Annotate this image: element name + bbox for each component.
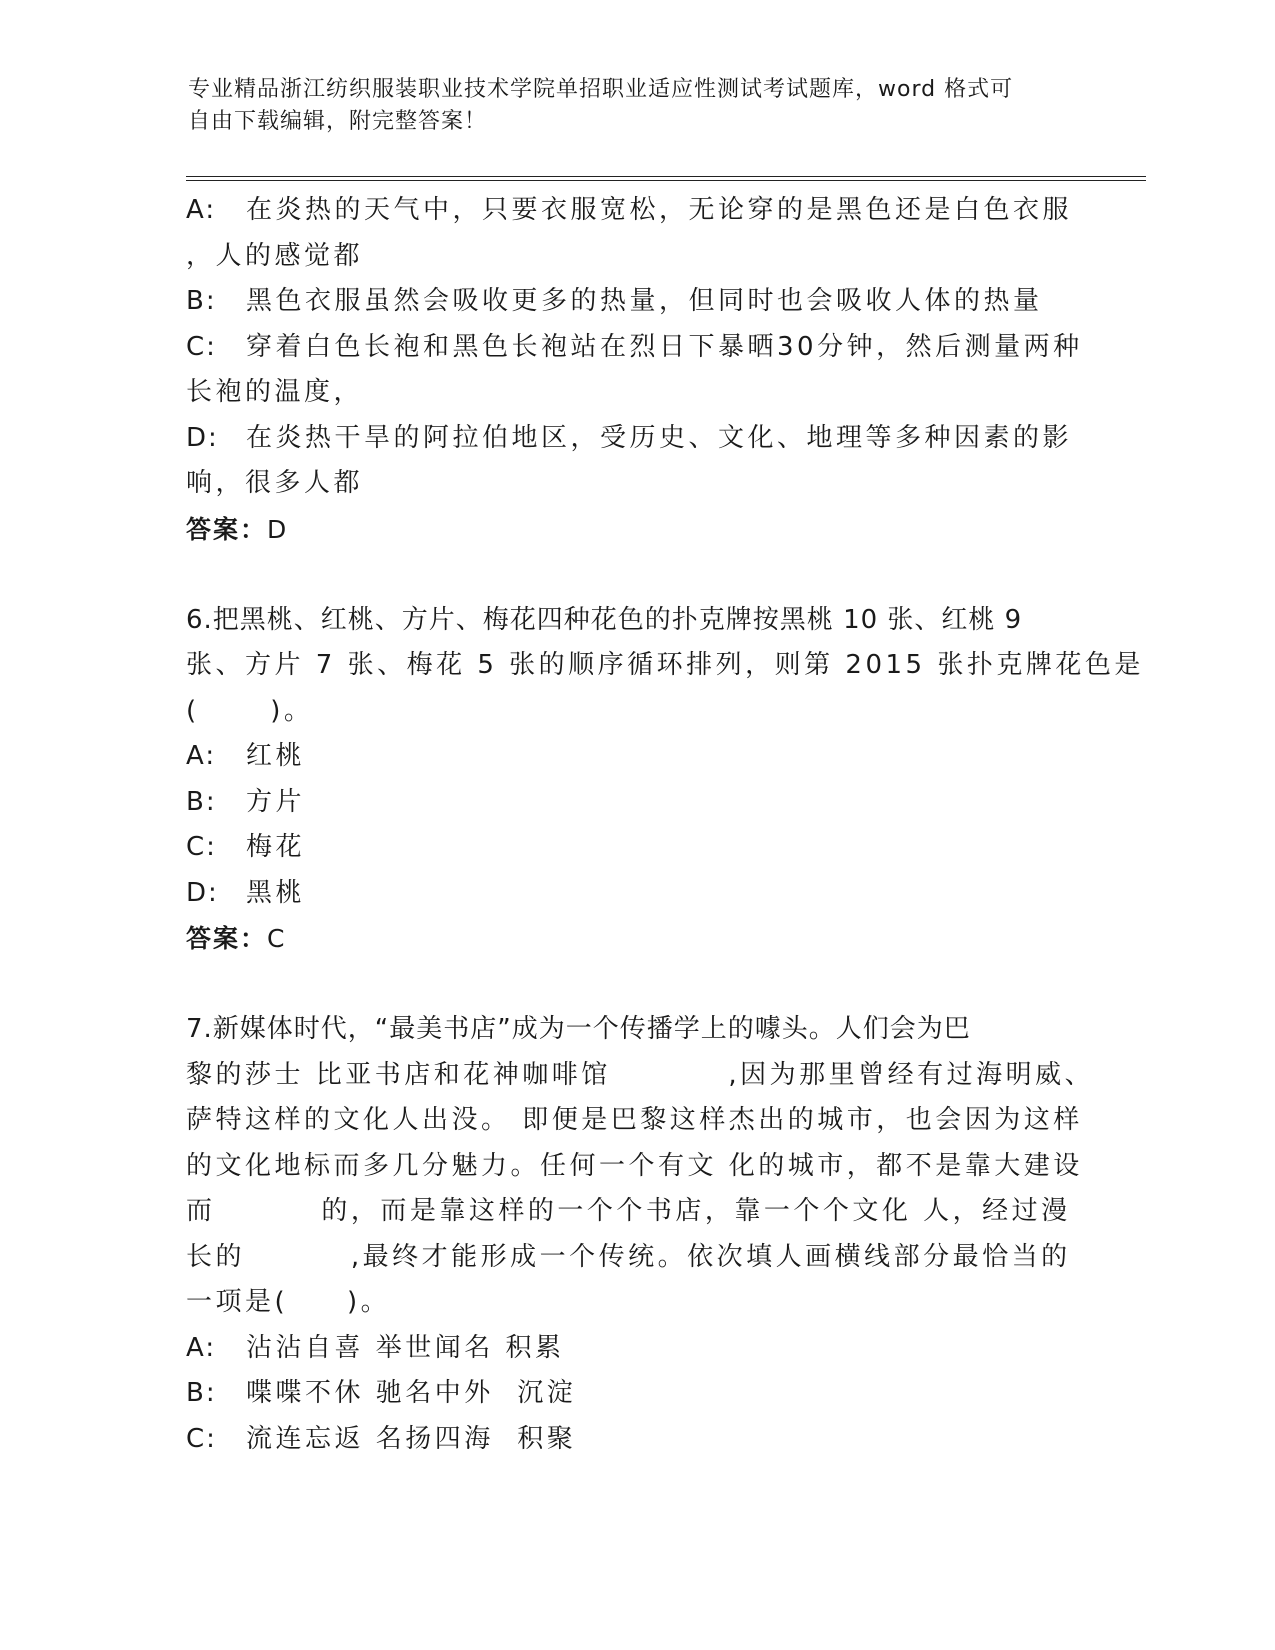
question-7 <box>186 1007 1095 1462</box>
option-key: A: <box>186 741 217 771</box>
question-text-line: 7.新媒体时代，“最美书店”成为一个传播学上的噱头。人们会为巴 <box>186 1014 971 1044</box>
option-key: B: <box>186 1378 217 1408</box>
answer-value: D <box>267 514 289 544</box>
answer-label: 答案： <box>186 514 268 544</box>
header-line-2: 自由下载编辑，附完整答案！ <box>188 109 488 134</box>
option-key: C: <box>186 1423 217 1454</box>
option-text: 黑色衣服虽然会吸收更多的热量，但同时也会吸收人体的热量 <box>246 286 1043 316</box>
header-divider <box>186 176 1146 181</box>
option-key: D: <box>186 877 219 908</box>
option-c <box>186 1417 1086 1463</box>
option-text: 在炎热干旱的阿拉伯地区，受历史、文化、地理等多种因素的影 <box>246 422 1073 453</box>
option-text: 沾沾自喜 举世闻名 积累 <box>246 1332 565 1363</box>
option-text: 梅花 <box>246 832 306 862</box>
question-5-options <box>186 188 1086 507</box>
question-text-line: 一项是( )。 <box>186 1287 391 1317</box>
option-text-continued: 长袍的温度， <box>186 377 364 407</box>
option-a <box>186 1326 1086 1372</box>
document-header <box>188 74 1068 138</box>
option-key: A: <box>186 195 217 225</box>
option-key: B: <box>186 286 217 316</box>
question-text-line: 黎的莎士 比亚书店和花神咖啡馆 ,因为那里曾经有过海明威、 <box>186 1059 1095 1090</box>
option-key: D: <box>186 422 219 453</box>
option-c <box>186 825 1086 871</box>
option-key: A: <box>186 1332 217 1363</box>
option-text: 在炎热的天气中，只要衣服宽松，无论穿的是黑色还是白色衣服 <box>246 195 1073 225</box>
option-d <box>186 416 1086 462</box>
option-text: 喋喋不休 驰名中外 沉淀 <box>246 1378 577 1408</box>
question-text-line: 的文化地标而多几分魅力。任何一个有文 化的城市，都不是靠大建设 <box>186 1150 1083 1181</box>
question-text-line: 长的 ,最终才能形成一个传统。依次填人画横线部分最恰当的 <box>186 1241 1071 1272</box>
option-b <box>186 1371 1086 1417</box>
option-b <box>186 780 1086 826</box>
spacer <box>186 962 1086 1008</box>
question-content <box>186 188 1144 1462</box>
spacer <box>186 552 1086 598</box>
question-text-line: ( )。 <box>186 695 314 726</box>
answer-line <box>186 507 1086 553</box>
option-text: 黑桃 <box>246 877 306 908</box>
option-a <box>186 734 1086 780</box>
answer-value: C <box>267 924 287 953</box>
option-key: B: <box>186 786 217 817</box>
question-6 <box>186 598 1144 917</box>
option-text-continued: 响，很多人都 <box>186 468 364 498</box>
option-c <box>186 325 1086 371</box>
option-text: 穿着白色长袍和黑色长袍站在烈日下暴晒30分钟，然后测量两种 <box>246 331 1083 362</box>
question-text-line: 而 的，而是靠这样的一个个书店，靠一个个文化 人，经过漫 <box>186 1196 1071 1226</box>
option-text: 红桃 <box>246 741 306 771</box>
option-key: C: <box>186 832 217 862</box>
question-text-line: 萨特这样的文化人出没。 即便是巴黎这样杰出的城市，也会因为这样 <box>186 1105 1083 1135</box>
option-text-continued: ，人的感觉都 <box>186 240 364 271</box>
option-key: C: <box>186 331 217 362</box>
option-b <box>186 279 1086 325</box>
answer-line <box>186 916 1086 962</box>
option-text: 流连忘返 名扬四海 积聚 <box>246 1423 577 1454</box>
question-text-line: 6.把黑桃、红桃、方片、梅花四种花色的扑克牌按黑桃 10 张、红桃 9 <box>186 604 1023 635</box>
header-line-1: 专业精品浙江纺织服装职业技术学院单招职业适应性测试考试题库，word 格式可 <box>188 77 1014 102</box>
option-d <box>186 871 1086 917</box>
answer-label: 答案： <box>186 924 268 953</box>
question-text-line: 张、方片 7 张、梅花 5 张的顺序循环排列，则第 2015 张扑克牌花色是 <box>186 650 1144 680</box>
option-a <box>186 188 1086 234</box>
option-text: 方片 <box>246 786 306 817</box>
